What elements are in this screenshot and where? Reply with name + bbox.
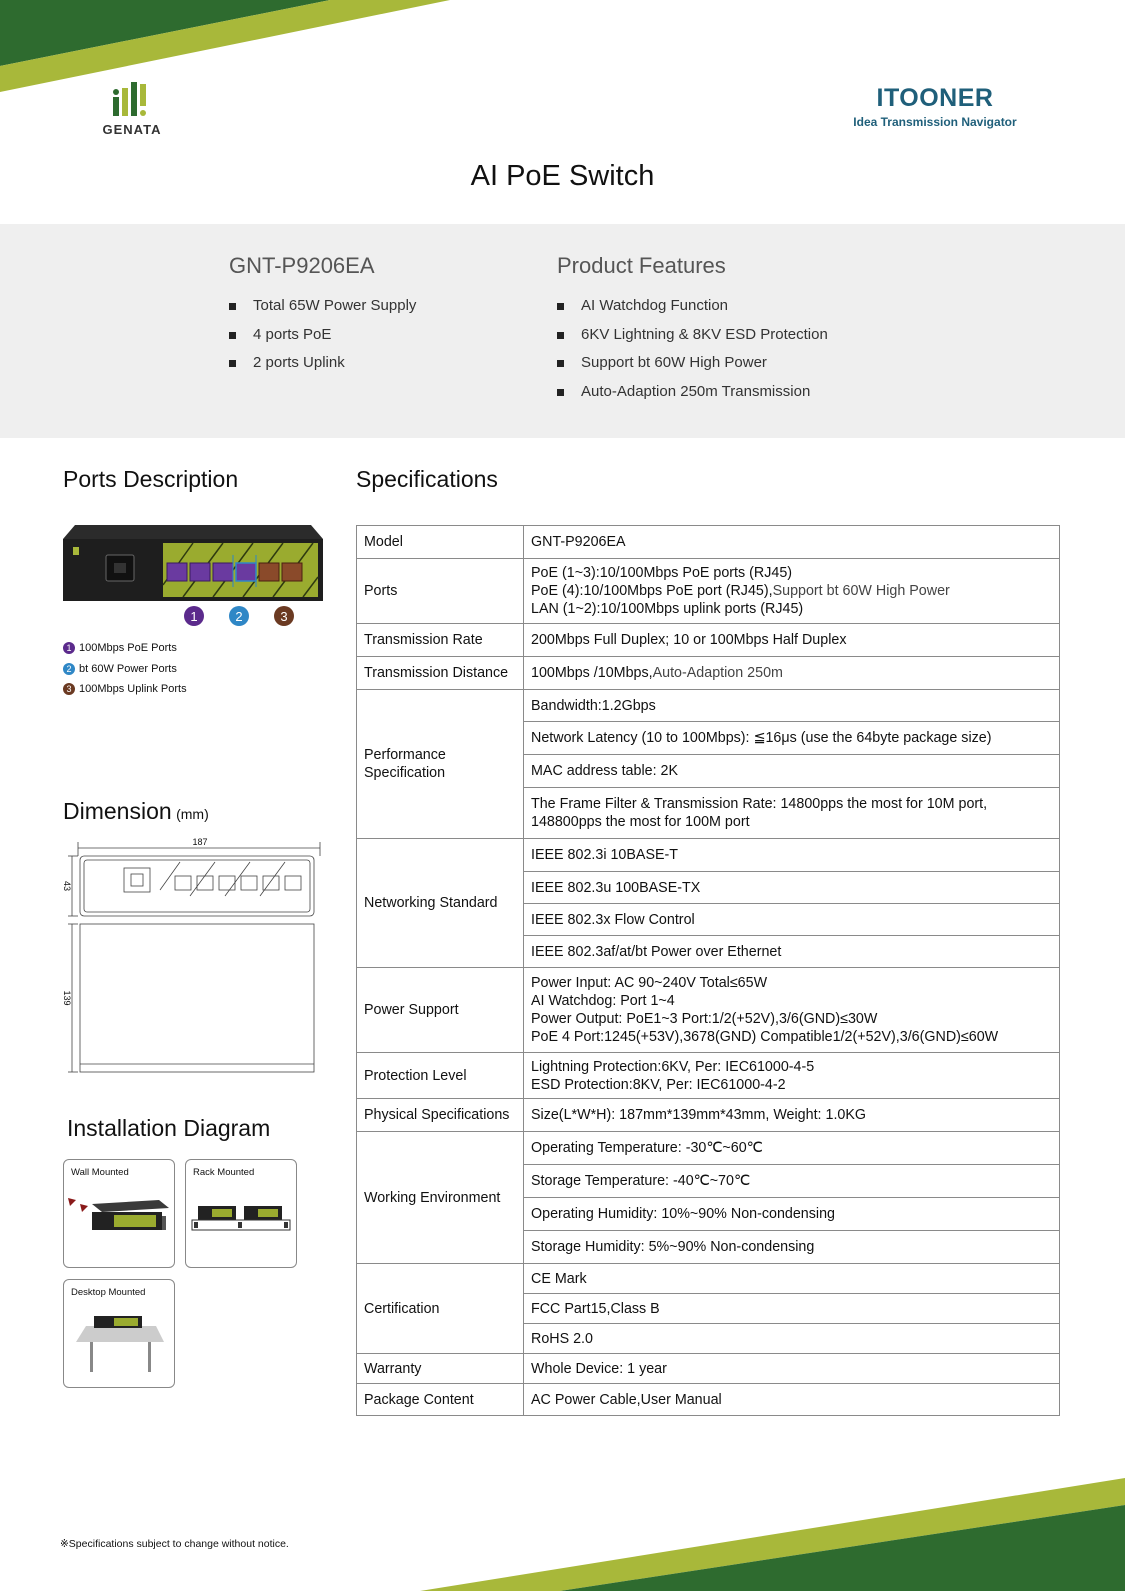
table-row (357, 1053, 1060, 1099)
spec-label: Warranty (357, 1354, 524, 1384)
spec-line: PoE 4 Port:1245(+53V),3678(GND) Compatible1/2(+52V),3/6(GND)≤60W (531, 1029, 999, 1045)
spec-label: Package Content (357, 1384, 524, 1416)
dimension-title: Dimension (63, 798, 172, 824)
spec-line: Lightning Protection:6KV, Per: IEC61000-4-5 (531, 1058, 815, 1075)
spec-label: Performance Specification (357, 690, 524, 839)
table-row (357, 1132, 1060, 1165)
rack-mount-illustration (186, 1198, 296, 1238)
specifications-title: Specifications (356, 466, 498, 492)
spec-label: Transmission Distance (357, 657, 524, 690)
spec-value: Storage Temperature: -40℃~70℃ (524, 1165, 1060, 1198)
ports-description-title: Ports Description (63, 466, 239, 492)
page-title: AI PoE Switch (470, 160, 655, 192)
table-row (357, 559, 1060, 624)
spec-line: PoE (1~3):10/100Mbps PoE ports (RJ45) (531, 565, 793, 581)
legend-label: bt 60W Power Ports (79, 662, 177, 675)
dimension-drawing (60, 836, 325, 1089)
table-row (357, 1264, 1060, 1294)
features-block (557, 253, 828, 406)
model-title: GNT-P9206EA (229, 253, 375, 278)
legend-label: 100Mbps Uplink Ports (79, 683, 187, 696)
table-row (357, 624, 1060, 657)
spec-value: IEEE 802.3i 10BASE-T (524, 839, 1060, 872)
port-callout-1: 1 (190, 609, 198, 624)
spec-value: CE Mark (524, 1264, 1060, 1294)
install-card-desktop (63, 1279, 175, 1388)
list-item: Auto-Adaption 250m Transmission (557, 378, 828, 407)
features-title: Product Features (557, 253, 726, 278)
model-feature-list (229, 292, 416, 378)
dimension-depth-label: 139 (62, 990, 72, 1006)
spec-value: The Frame Filter & Transmission Rate: 14800pps the most for 10M port, 148800pps the most for 100M port (524, 788, 1060, 839)
spec-value: Whole Device: 1 year (524, 1354, 1060, 1384)
list-item: AI Watchdog Function (557, 292, 828, 321)
install-caption: Desktop Mounted (71, 1287, 146, 1298)
table-row (357, 1384, 1060, 1416)
spec-value (524, 1053, 1060, 1099)
dimension-height-label: 43 (62, 880, 72, 892)
spec-value (524, 657, 1060, 690)
list-item: 2 ports Uplink (229, 349, 416, 378)
itooner-logo (840, 84, 1030, 129)
spec-value: Bandwidth:1.2Gbps (524, 690, 1060, 722)
itooner-logo-text: ITOONER (876, 84, 994, 112)
dimension-heading (63, 798, 209, 825)
spec-label: Certification (357, 1264, 524, 1354)
itooner-tagline: Idea Transmission Navigator (853, 115, 1017, 129)
spec-label: Working Environment (357, 1132, 524, 1264)
table-row (357, 839, 1060, 872)
spec-value-highlight: Auto-Adaption 250m (652, 665, 783, 681)
port-callout-3: 3 (280, 609, 288, 624)
spec-label: Ports (357, 559, 524, 624)
table-row (357, 1354, 1060, 1384)
switch-front-panel-image (63, 525, 325, 630)
spec-label: Networking Standard (357, 839, 524, 968)
spec-value: Operating Temperature: -30℃~60℃ (524, 1132, 1060, 1165)
ports-legend (63, 638, 187, 700)
legend-item (63, 659, 187, 680)
legend-dot: 1 (63, 642, 75, 654)
spec-value: Network Latency (10 to 100Mbps): ≦16μs (use the 64byte package size) (524, 722, 1060, 755)
install-card-rack (185, 1159, 297, 1268)
legend-dot: 2 (63, 663, 75, 675)
table-row (357, 657, 1060, 690)
spec-line: ESD Protection:8KV, Per: IEC61000-4-2 (531, 1076, 786, 1093)
table-row (357, 968, 1060, 1053)
wall-mount-illustration (64, 1190, 174, 1250)
spec-line: Power Input: AC 90~240V Total≤65W (531, 975, 768, 991)
table-row (357, 526, 1060, 559)
port-callout-2: 2 (235, 609, 243, 624)
list-item: 6KV Lightning & 8KV ESD Protection (557, 321, 828, 350)
spec-line: AI Watchdog: Port 1~4 (531, 993, 675, 1009)
legend-dot: 3 (63, 683, 75, 695)
model-block (229, 253, 416, 378)
spec-value: Storage Humidity: 5%~90% Non-condensing (524, 1231, 1060, 1264)
table-row (357, 1099, 1060, 1132)
genata-logo-text: GENATA (102, 122, 162, 137)
spec-value (524, 559, 1060, 624)
spec-value-part: 100Mbps /10Mbps, (531, 665, 653, 681)
table-row (357, 690, 1060, 722)
spec-line: LAN (1~2):10/100Mbps uplink ports (RJ45) (531, 601, 804, 617)
install-card-wall (63, 1159, 175, 1268)
spec-value: RoHS 2.0 (524, 1324, 1060, 1354)
install-caption: Rack Mounted (193, 1167, 255, 1178)
legend-label: 100Mbps PoE Ports (79, 642, 177, 655)
spec-value: 200Mbps Full Duplex; 10 or 100Mbps Half Duplex (524, 624, 1060, 657)
spec-label: Physical Specifications (357, 1099, 524, 1132)
installation-title: Installation Diagram (67, 1115, 271, 1141)
spec-value: GNT-P9206EA (524, 526, 1060, 559)
list-item: Support bt 60W High Power (557, 349, 828, 378)
spec-label: Transmission Rate (357, 624, 524, 657)
dimension-width-label: 187 (192, 837, 208, 847)
spec-label: Model (357, 526, 524, 559)
product-feature-list (557, 292, 828, 406)
spec-line-highlight: Support bt 60W High Power (772, 583, 950, 599)
spec-value: Operating Humidity: 10%~90% Non-condensing (524, 1198, 1060, 1231)
list-item: Total 65W Power Supply (229, 292, 416, 321)
install-caption: Wall Mounted (71, 1167, 129, 1178)
spec-label: Protection Level (357, 1053, 524, 1099)
legend-item (63, 679, 187, 700)
genata-logo-icon (112, 82, 152, 118)
desktop-mount-illustration (64, 1308, 174, 1378)
spec-line-part: PoE (4):10/100Mbps PoE port (RJ45), (531, 583, 773, 599)
spec-value: IEEE 802.3u 100BASE-TX (524, 872, 1060, 904)
spec-value: IEEE 802.3x Flow Control (524, 904, 1060, 936)
spec-line: Power Output: PoE1~3 Port:1/2(+52V),3/6(GND)≤30W (531, 1011, 878, 1027)
spec-label: Power Support (357, 968, 524, 1053)
footnote: ※Specifications subject to change without notice. (60, 1538, 289, 1550)
spec-line (531, 582, 1052, 600)
spec-value: FCC Part15,Class B (524, 1294, 1060, 1324)
legend-item (63, 638, 187, 659)
list-item: 4 ports PoE (229, 321, 416, 350)
spec-value (524, 968, 1060, 1053)
specifications-table (356, 525, 1060, 1416)
spec-value: IEEE 802.3af/at/bt Power over Ethernet (524, 936, 1060, 968)
dimension-unit: (mm) (176, 806, 209, 822)
spec-value: AC Power Cable,User Manual (524, 1384, 1060, 1416)
spec-value: MAC address table: 2K (524, 755, 1060, 788)
spec-value: Size(L*W*H): 187mm*139mm*43mm, Weight: 1.0KG (524, 1099, 1060, 1132)
genata-logo (96, 82, 168, 137)
